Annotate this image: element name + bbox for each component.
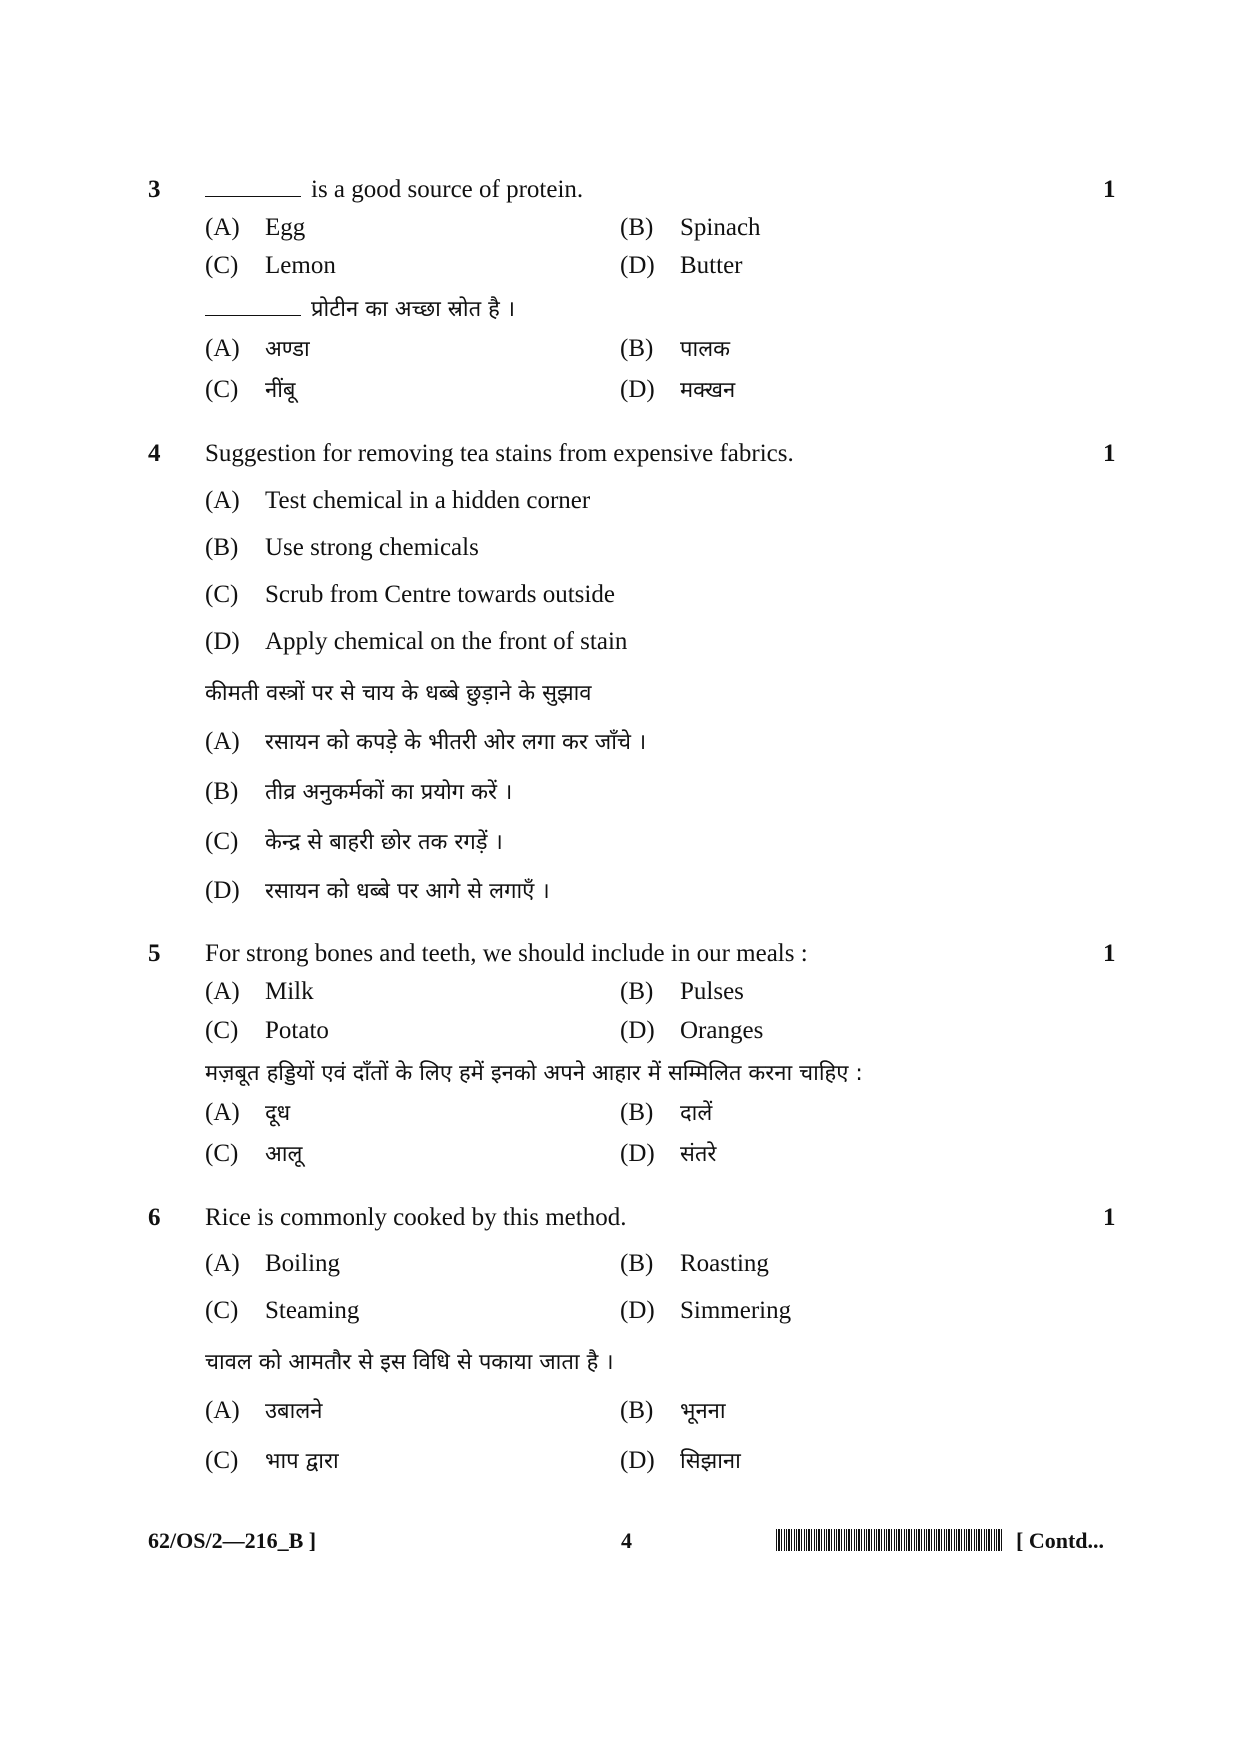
- question-marks: 1: [1103, 1204, 1116, 1231]
- option: (A) रसायन को कपड़े के भीतरी ओर लगा कर जाँचे ।: [205, 728, 647, 755]
- option: (A) Boiling: [205, 1250, 341, 1277]
- option: (A) उबालने: [205, 1397, 323, 1424]
- contd-label: [ Contd...: [1016, 1528, 1105, 1553]
- barcode: [776, 1529, 1002, 1551]
- option: (C) Steaming: [205, 1297, 360, 1324]
- question-stem-en: Suggestion for removing tea stains from expensive fabrics.: [205, 440, 794, 467]
- option: (B) Roasting: [620, 1250, 769, 1277]
- option: (B) भूनना: [620, 1397, 726, 1424]
- option: (D) रसायन को धब्बे पर आगे से लगाएँ ।: [205, 877, 550, 904]
- option: (B) Pulses: [620, 978, 744, 1005]
- option: (C) आलू: [205, 1140, 303, 1167]
- question-stem-en: For strong bones and teeth, we should include in our meals :: [205, 940, 808, 967]
- option: (C) Potato: [205, 1017, 329, 1044]
- question-stem-en: [205, 176, 583, 204]
- question-number: 3: [148, 176, 161, 203]
- option: (A) Egg: [205, 214, 306, 241]
- option: (D) Oranges: [620, 1017, 764, 1044]
- option: (B) तीव्र अनुकर्मकों का प्रयोग करें ।: [205, 778, 513, 805]
- stem-text: is a good source of protein.: [311, 176, 584, 203]
- option: (C) केन्द्र से बाहरी छोर तक रगड़ें ।: [205, 828, 503, 855]
- paper-code: 62/OS/2—216_B ]: [148, 1528, 317, 1553]
- option: (A) Test chemical in a hidden corner: [205, 487, 591, 514]
- option: (C) भाप द्वारा: [205, 1447, 339, 1474]
- option: (B) Spinach: [620, 214, 761, 241]
- fill-blank: [205, 315, 301, 316]
- option: (C) Scrub from Centre towards outside: [205, 581, 615, 608]
- option: (A) दूध: [205, 1099, 291, 1126]
- question-number: 6: [148, 1204, 161, 1231]
- option: (D) Butter: [620, 252, 743, 279]
- option: (C) नींबू: [205, 376, 296, 403]
- question-stem-hi: मज़बूत हड्डियों एवं दाँतों के लिए हमें इनको अपने आहार में सम्मिलित करना चाहिए :: [205, 1061, 863, 1086]
- question-marks: 1: [1103, 940, 1116, 967]
- option: (D) मक्खन: [620, 376, 736, 403]
- option: (C) Lemon: [205, 252, 336, 279]
- option: (B) दालें: [620, 1099, 713, 1126]
- question-stem-hi: चावल को आमतौर से इस विधि से पकाया जाता है ।: [205, 1350, 614, 1375]
- question-marks: 1: [1103, 440, 1116, 467]
- question-number: 5: [148, 940, 161, 967]
- option: (D) Simmering: [620, 1297, 792, 1324]
- option: (A) Milk: [205, 978, 314, 1005]
- question-stem-en: Rice is commonly cooked by this method.: [205, 1204, 627, 1231]
- question-number: 4: [148, 440, 161, 467]
- question-stem-hi: [205, 293, 515, 323]
- option: (D) Apply chemical on the front of stain: [205, 628, 628, 655]
- page-number: 4: [621, 1528, 632, 1553]
- option: (D) सिझाना: [620, 1447, 741, 1474]
- option: (A) अण्डा: [205, 335, 310, 362]
- question-marks: 1: [1103, 176, 1116, 203]
- option: (B) Use strong chemicals: [205, 534, 479, 561]
- option: (B) पालक: [620, 335, 731, 362]
- option: (D) संतरे: [620, 1140, 717, 1167]
- question-stem-hi: कीमती वस्त्रों पर से चाय के धब्बे छुड़ाने के सुझाव: [205, 681, 592, 706]
- stem-text: प्रोटीन का अच्छा स्रोत है ।: [311, 297, 516, 322]
- fill-blank: [205, 196, 301, 197]
